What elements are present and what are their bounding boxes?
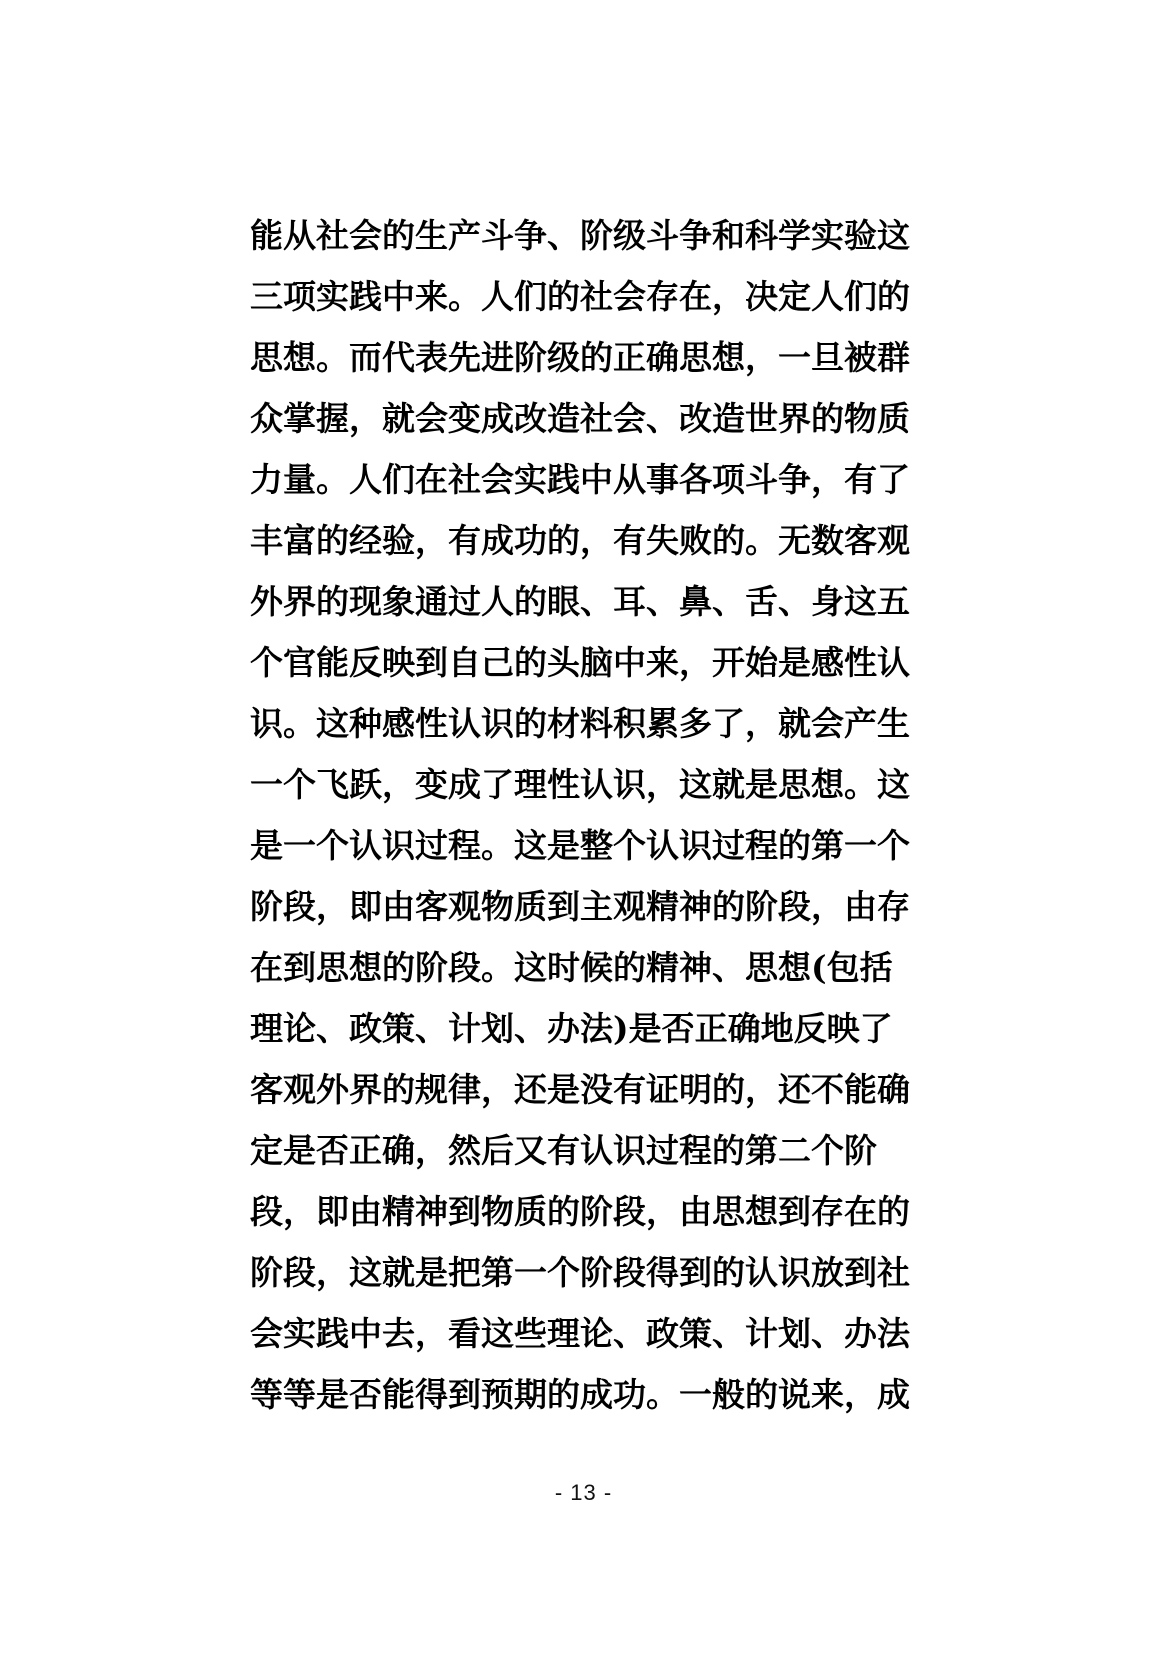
text-line: 等等是否能得到预期的成功。一般的说来，成 xyxy=(250,1375,910,1414)
text-line: 众掌握，就会变成改造社会、改造世界的物质 xyxy=(250,399,910,438)
text-line: 力量。人们在社会实践中从事各项斗争，有了 xyxy=(250,460,910,499)
text-line: 在到思想的阶段。这时候的精神、思想(包括 xyxy=(250,948,893,987)
text-line: 丰富的经验，有成功的，有失败的。无数客观 xyxy=(250,521,910,560)
text-line: 阶段，即由客观物质到主观精神的阶段，由存 xyxy=(250,887,910,926)
text-line: 段，即由精神到物质的阶段，由思想到存在的 xyxy=(250,1192,910,1231)
text-line: 思想。而代表先进阶级的正确思想，一旦被群 xyxy=(250,338,910,377)
text-line: 客观外界的规律，还是没有证明的，还不能确 xyxy=(250,1070,910,1109)
text-line: 三项实践中来。人们的社会存在，决定人们的 xyxy=(250,277,910,316)
text-line: 外界的现象通过人的眼、耳、鼻、舌、身这五 xyxy=(250,582,910,621)
text-line: 个官能反映到自己的头脑中来，开始是感性认 xyxy=(250,643,910,682)
body-text xyxy=(250,205,930,1425)
text-line: 理论、政策、计划、办法)是否正确地反映了 xyxy=(250,1009,893,1048)
text-line: 定是否正确，然后又有认识过程的第二个阶 xyxy=(250,1131,877,1170)
text-line: 一个飞跃，变成了理性认识，这就是思想。这 xyxy=(250,765,910,804)
text-line: 阶段，这就是把第一个阶段得到的认识放到社 xyxy=(250,1253,910,1292)
text-line: 识。这种感性认识的材料积累多了，就会产生 xyxy=(250,704,910,743)
text-line: 是一个认识过程。这是整个认识过程的第一个 xyxy=(250,826,910,865)
page-number: - 13 - xyxy=(554,1480,613,1505)
text-line: 会实践中去，看这些理论、政策、计划、办法 xyxy=(250,1314,910,1353)
text-line: 能从社会的生产斗争、阶级斗争和科学实验这 xyxy=(250,216,910,255)
